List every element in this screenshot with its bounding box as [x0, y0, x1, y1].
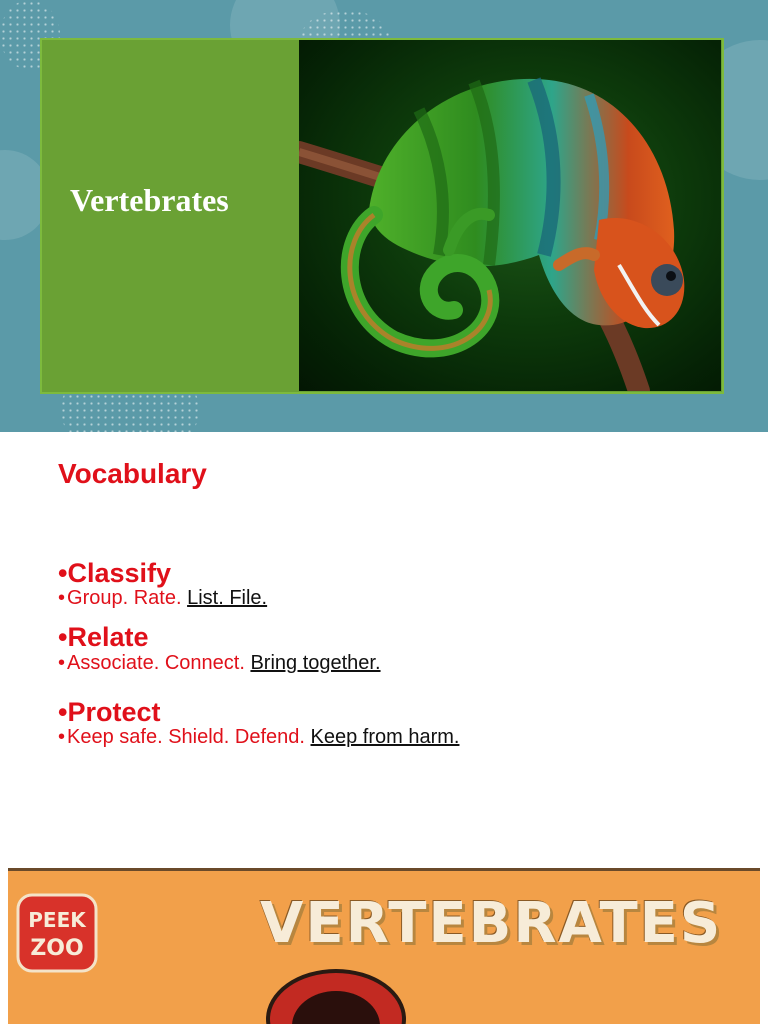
vocab-term-protect: •Protect — [58, 697, 161, 727]
chameleon-illustration — [299, 40, 721, 391]
chameleon-eye — [651, 264, 683, 296]
slide-vertebrates-title — [0, 0, 768, 432]
slide-vocabulary — [0, 432, 768, 868]
svg-text:PEEK: PEEK — [28, 908, 86, 932]
svg-text:ZOO: ZOO — [30, 936, 84, 961]
banner-title: VERTEBRATES — [260, 891, 723, 956]
vocab-definition-classify: • Group. Rate. List. File. — [58, 587, 268, 609]
slide-title: Vertebrates — [70, 182, 229, 218]
vocab-definition-protect: • Keep safe. Shield. Defend. Keep from harm. — [58, 726, 460, 748]
chameleon-photo — [299, 40, 721, 391]
slide-video-thumbnail — [8, 868, 760, 1024]
vocab-definition-relate: • Associate. Connect. Bring together. — [58, 652, 381, 674]
vocab-term-relate: •Relate — [58, 622, 149, 652]
vocab-term-classify: •Classify — [58, 558, 172, 588]
cartoon-mouth — [266, 969, 406, 1024]
peek-zoo-logo — [16, 893, 98, 973]
vocabulary-heading: Vocabulary — [58, 458, 207, 489]
